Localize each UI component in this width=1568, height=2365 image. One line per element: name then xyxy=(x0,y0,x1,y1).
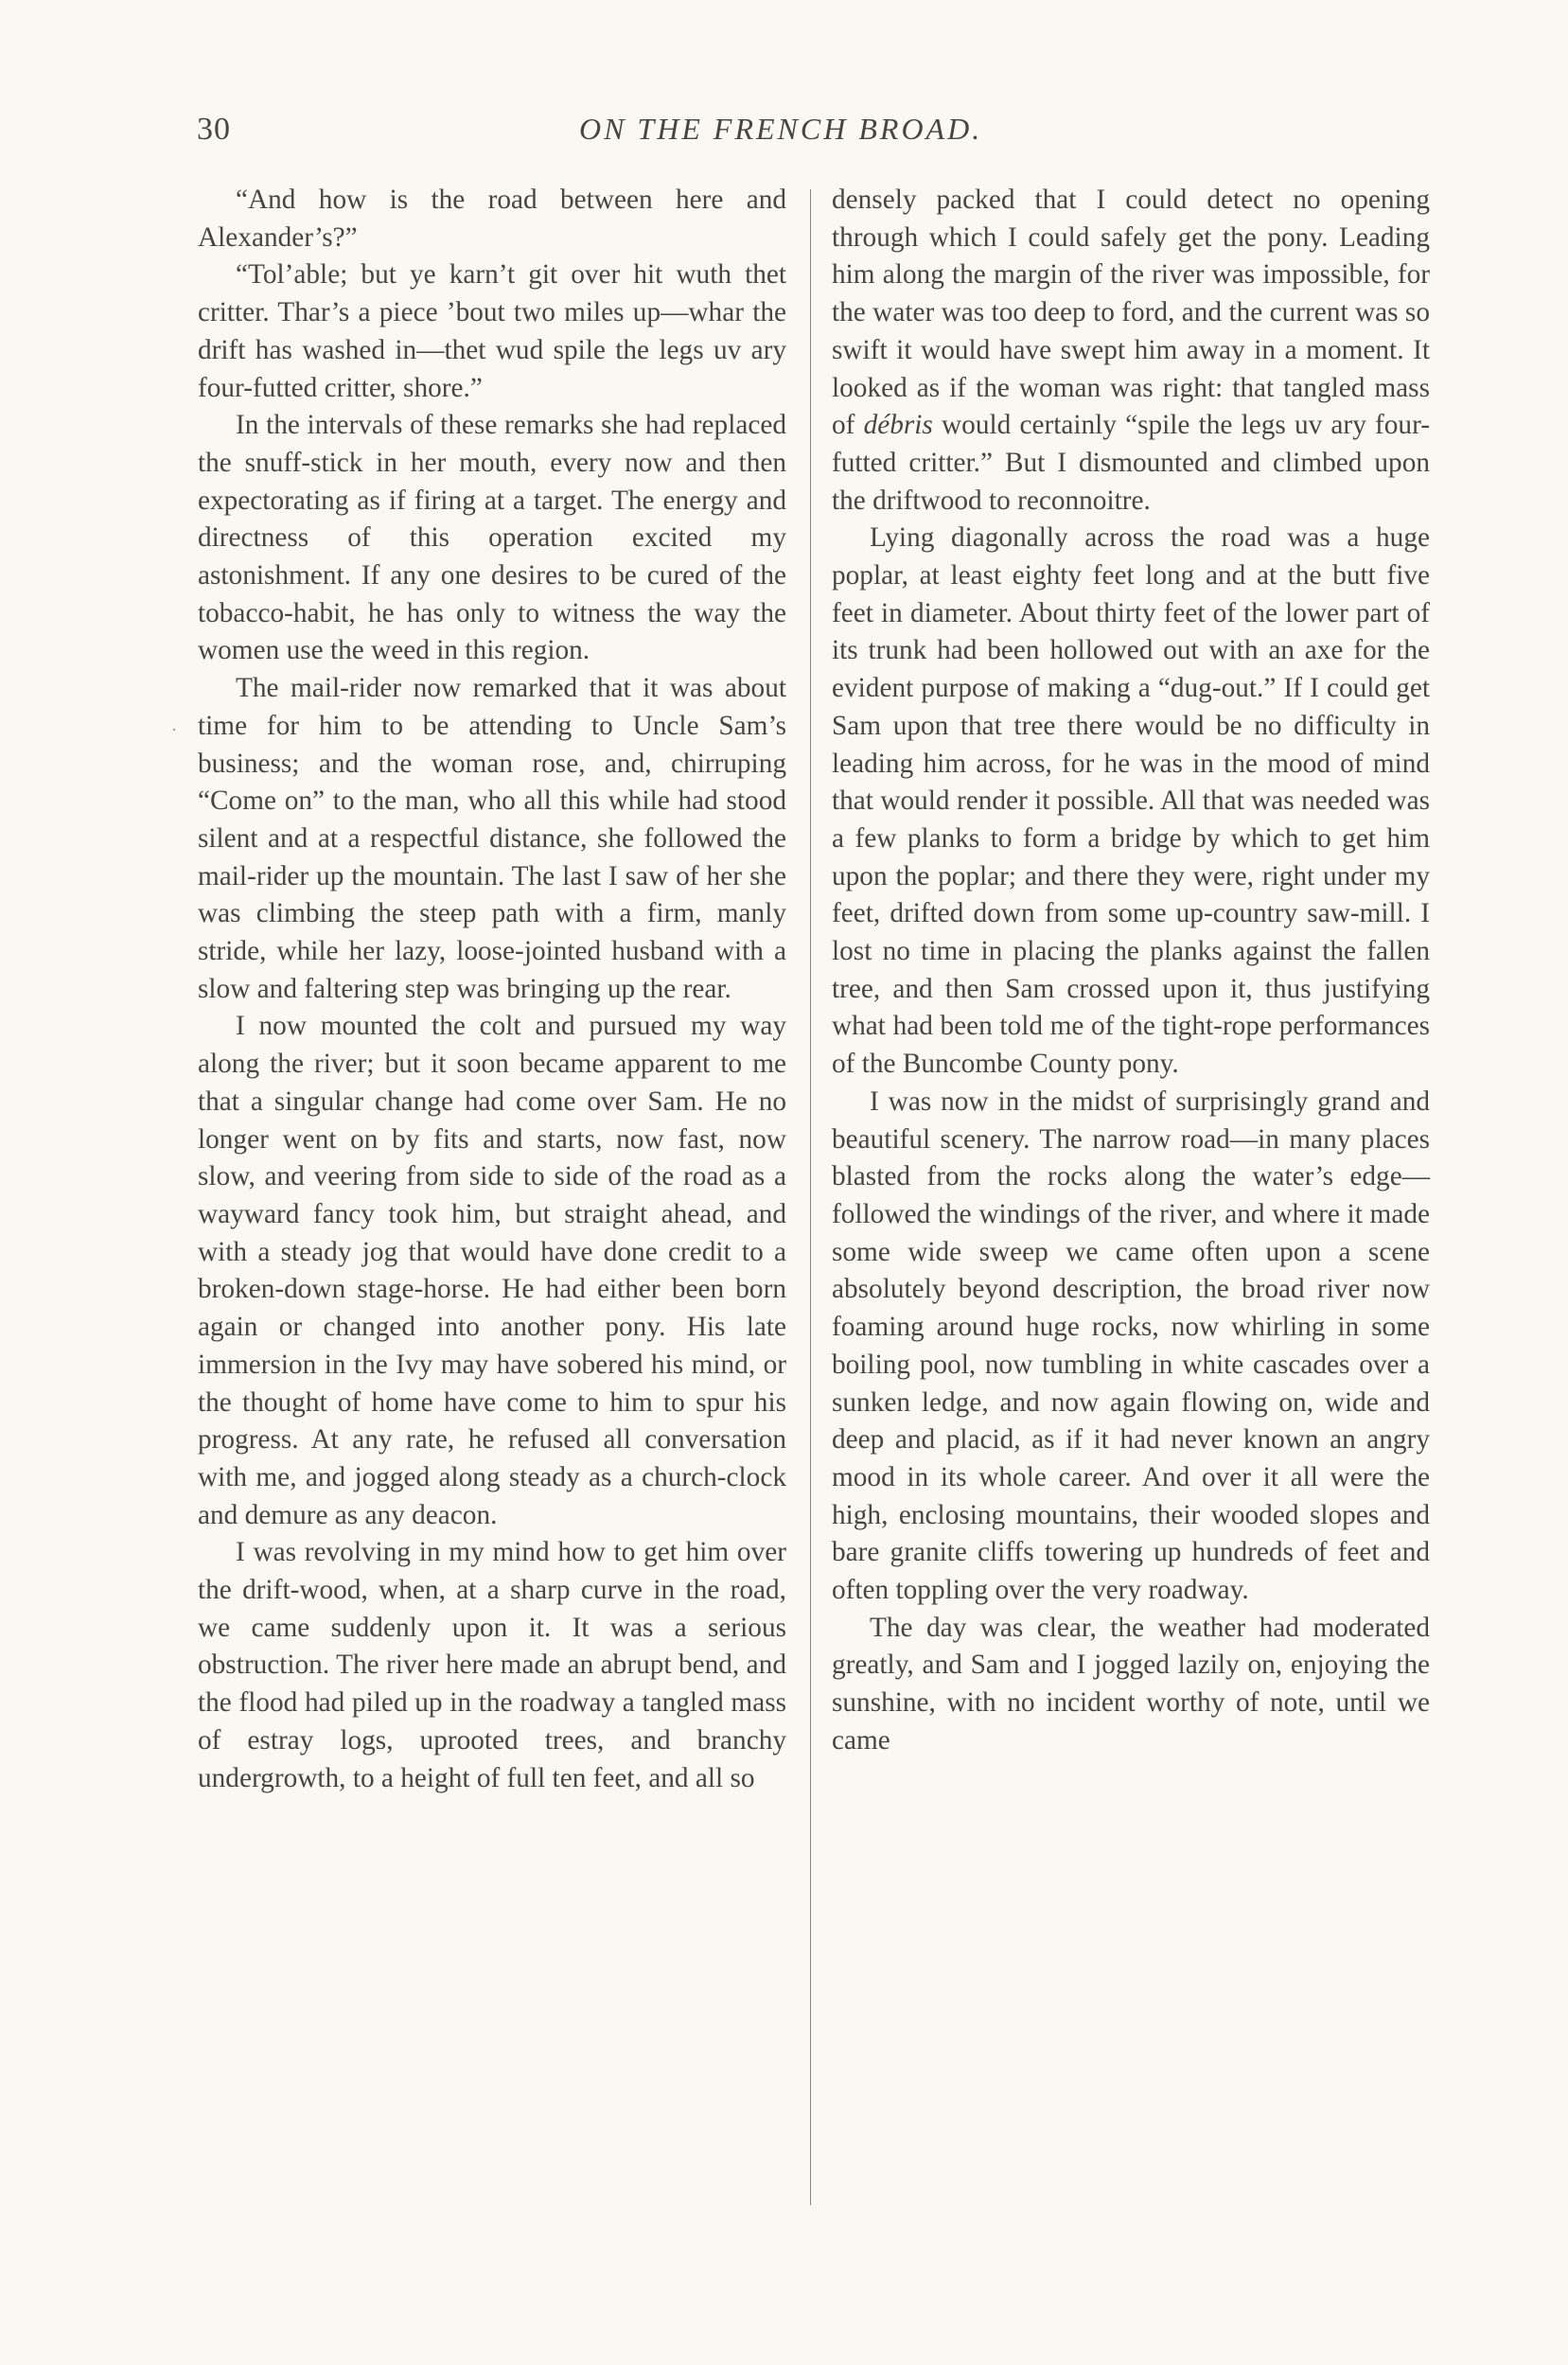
paragraph: The day was clear, the weather had moderated greatly, and Sam and I jogged lazily on, enjoying the sunshine, with no incident worthy of note, until we came xyxy=(832,1612,1430,1756)
paragraph: Lying diagonally across the road was a huge poplar, at least eighty feet long and at the butt five feet in diameter. About thirty feet of the lower part of its trunk had been hollowed out with an axe for the evident purpose of making a “dug-out.” If I could get Sam upon that tree there would be no difficulty in leading him across, for he was in the mood of mind that would render it possible. All that was needed was a few planks to form a bridge by which to get him upon the poplar; and there they were, right under my feet, drifted down from some up-country saw-mill. I lost no time in placing the planks against the fallen tree, and then Sam crossed upon it, thus justifying what had been told me of the tight-rope performances of the Buncombe County pony. xyxy=(832,522,1430,1080)
paragraph: “And how is the road between here and Alexander’s?” xyxy=(198,185,786,253)
column-rule xyxy=(810,189,811,2205)
paragraph: In the intervals of these remarks she had replaced the snuff-stick in her mouth, every now and then expectorating as if firing at a target. The energy and directness of this operation excited my astonishment. If any one desires to be cured of the tobacco-habit, he has only to witness the way the women use the weed in this region. xyxy=(198,410,786,666)
right-column xyxy=(832,182,1430,1760)
running-title: ON THE FRENCH BROAD. xyxy=(579,112,983,146)
continuation-text: densely packed that I could detect no opening through which I could safely get the pony. Leading him along the margin of the river was impossible, for the water was too deep to ford, and the current was so swift it would have swept him away in a moment. It looked as if the woman was right: that tangled mass of xyxy=(832,185,1430,441)
paragraph: I was now in the midst of surprisingly grand and beautiful scenery. The narrow road—in many places blasted from the rocks along the water’s edge—followed the windings of the river, and where it made some wide sweep we came often upon a scene absolutely beyond description, the broad river now foaming around huge rocks, now whirling in some boiling pool, now tumbling in white cascades over a sunken ledge, and now again flowing on, wide and deep and placid, as if it had never known an angry mood in its whole career. And over it all were the high, enclosing mountains, their wooded slopes and bare granite cliffs towering up hundreds of feet and often toppling over the very roadway. xyxy=(832,1085,1430,1606)
page-header xyxy=(0,112,1568,168)
paragraph-continuation xyxy=(832,182,1430,520)
paragraph: I was revolving in my mind how to get him over the drift-wood, when, at a sharp curve in the road, we came suddenly upon it. It was a serious obstruction. The river here made an abrupt bend, and the flood had piled up in the roadway a tangled mass of estray logs, uprooted trees, and branchy undergrowth, to a height of full ten feet, and all so xyxy=(198,1537,786,1793)
paragraph: “Tol’able; but ye karn’t git over hit wuth thet critter. Thar’s a piece ’bout two miles up—whar the drift has washed in—thet wud spile the legs uv ary four-futted critter, shore.” xyxy=(198,259,786,403)
page-number: 30 xyxy=(197,112,231,147)
debris-word: débris xyxy=(863,410,933,441)
paragraph: The mail-rider now remarked that it was about time for him to be attending to Uncle Sam’s business; and the woman rose, and, chirruping “Come on” to the man, who all this while had stood silent and at a respectful distance, she followed the mail-rider up the mountain. The last I saw of her she was climbing the steep path with a firm, manly stride, while her lazy, loose-jointed husband with a slow and faltering step was bringing up the rear. xyxy=(198,673,786,1004)
continuation-end: would certainly “spile the legs uv ary four-futted critter.” But I dismounted and climbed upon the driftwood to reconnoitre. xyxy=(832,410,1430,516)
margin-mark: · xyxy=(171,720,177,739)
left-column xyxy=(198,182,786,1797)
paragraph: I now mounted the colt and pursued my way along the river; but it soon became apparent to me that a singular change had come over Sam. He no longer went on by fits and starts, now fast, now slow, and veering from side to side of the road as a wayward fancy took him, but straight ahead, and with a steady jog that would have done credit to a broken-down stage-horse. He had either been born again or changed into another pony. His late immersion in the Ivy may have sobered his mind, or the thought of home have come to him to spur his progress. At any rate, he refused all conversation with me, and jogged along steady as a church-clock and demure as any deacon. xyxy=(198,1011,786,1530)
